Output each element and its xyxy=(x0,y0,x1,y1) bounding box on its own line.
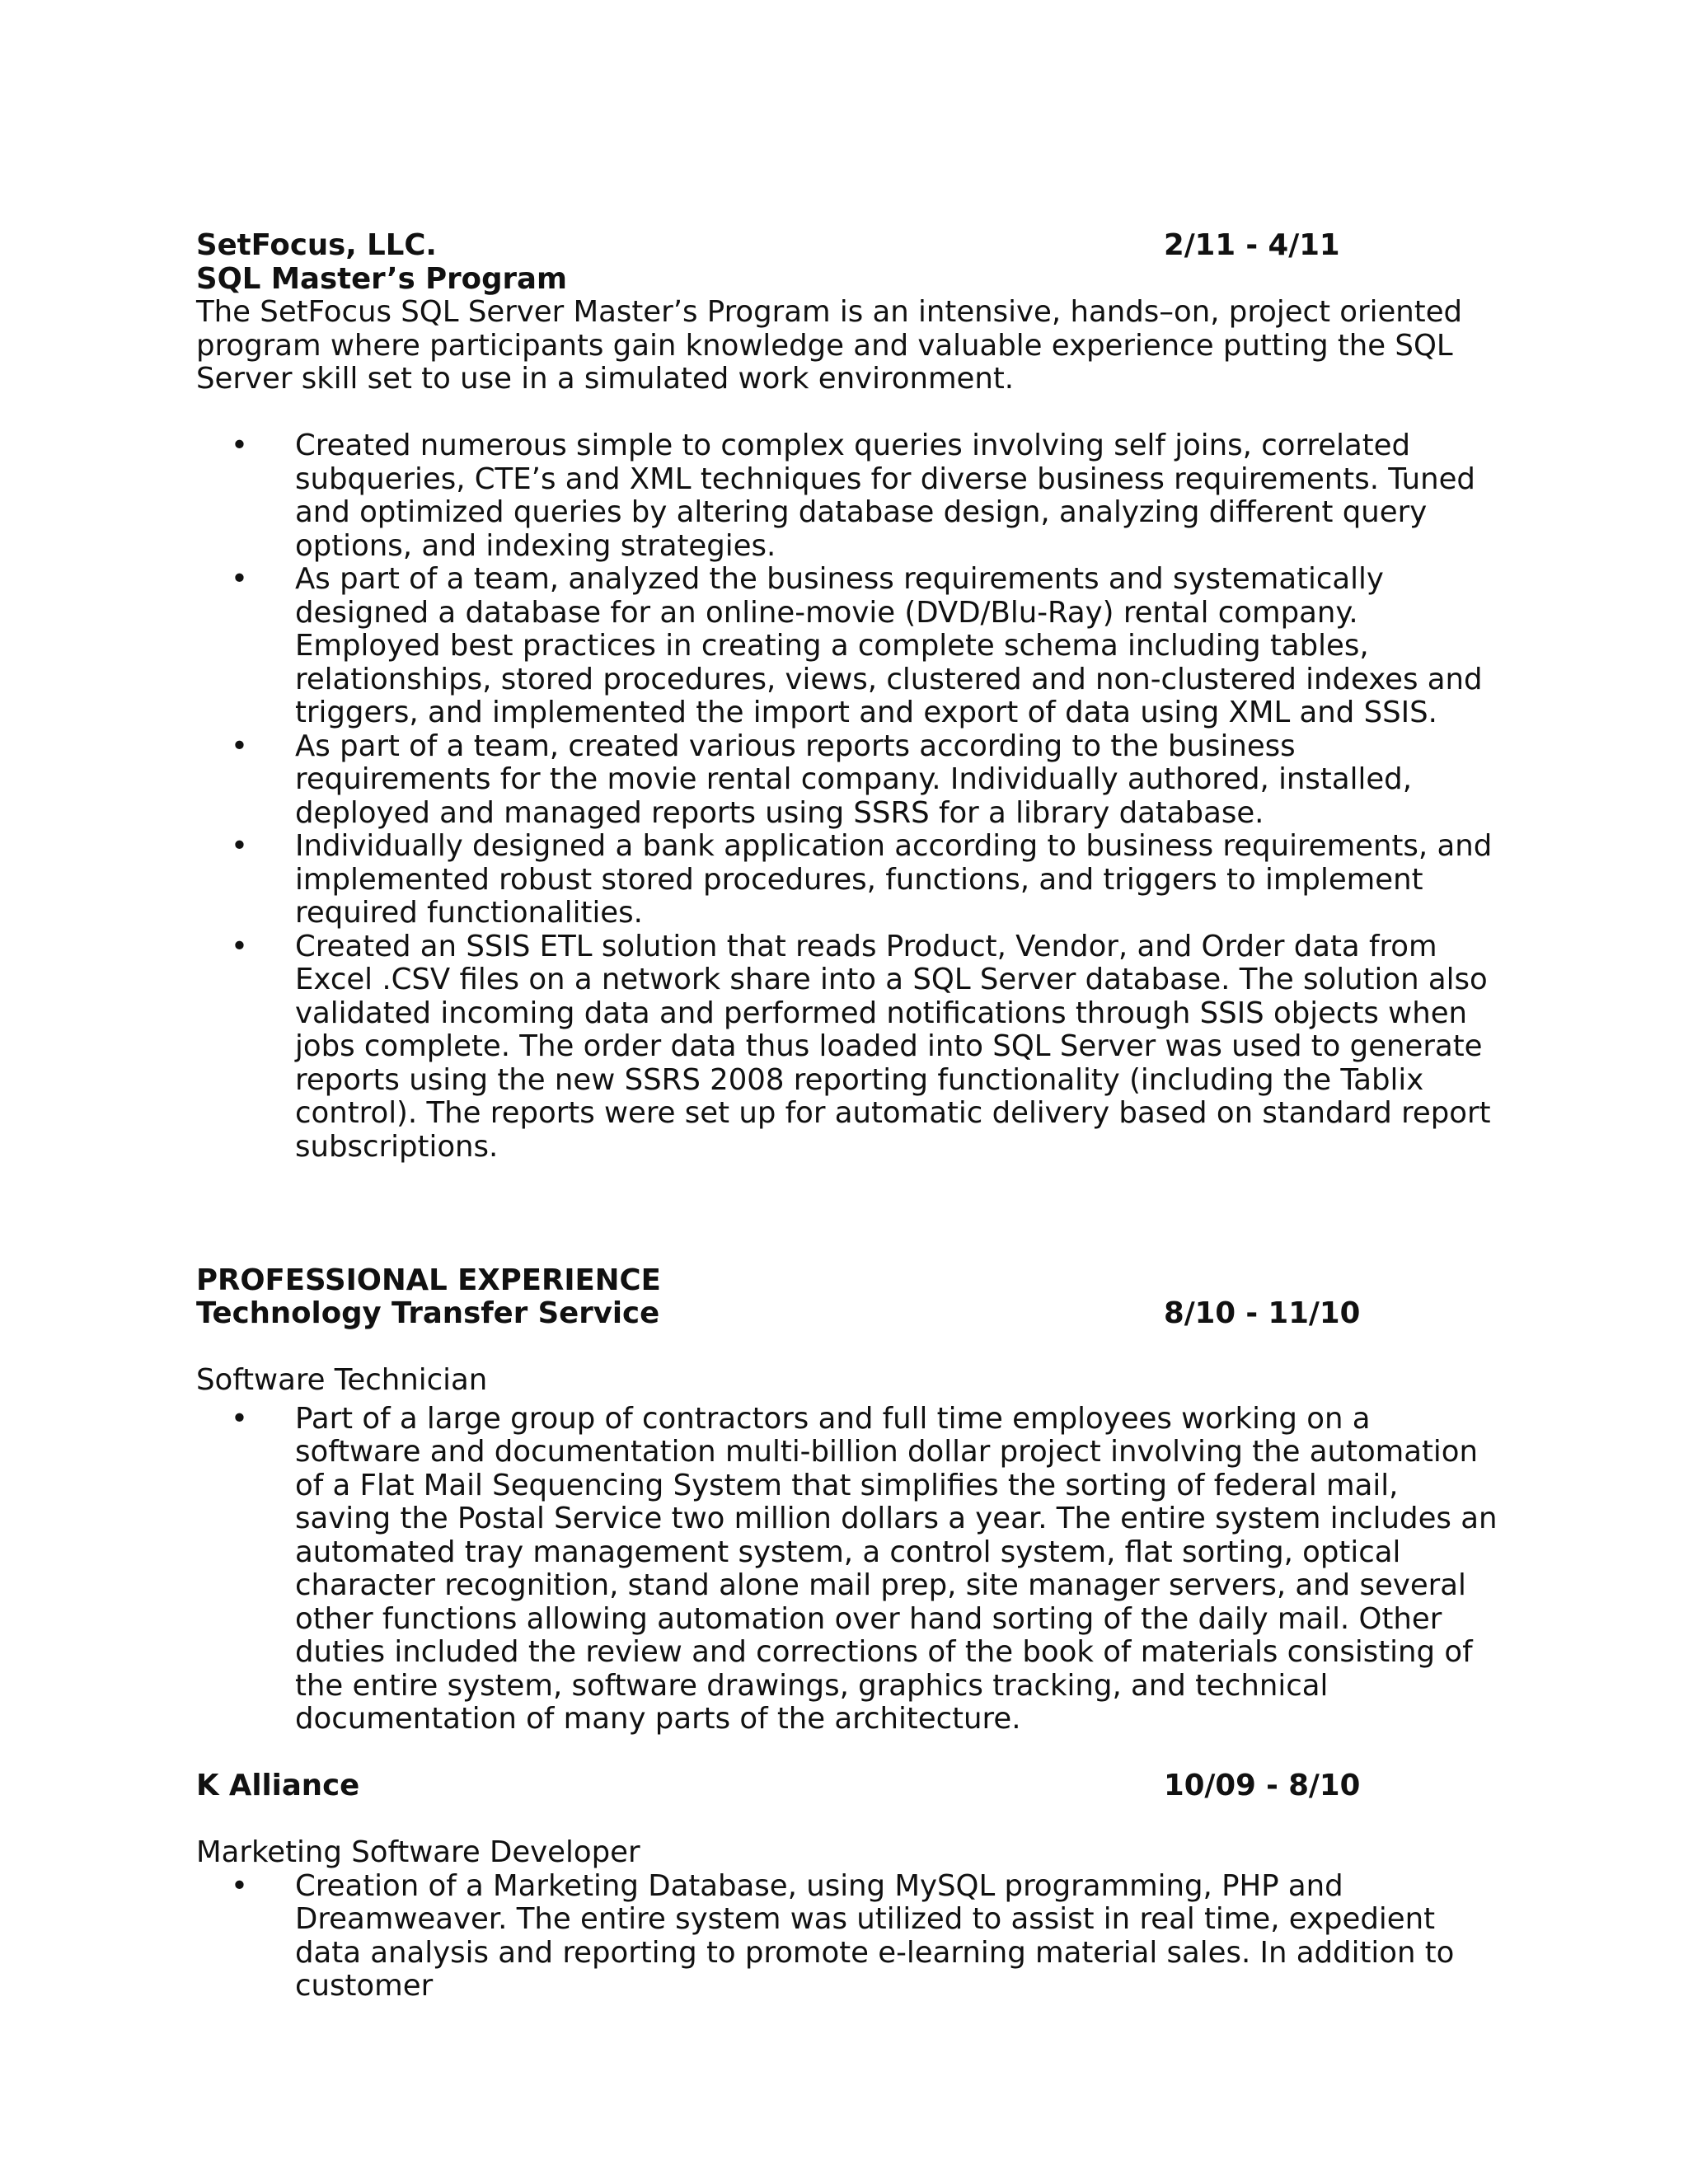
setfocus-bullet-list xyxy=(196,429,1498,1164)
bullet-icon: • xyxy=(231,829,248,863)
job-bullet-list xyxy=(196,1403,1498,1736)
list-item-text: Individually designed a bank application according to business requirements, and implemented robust stored procedures, functions, and triggers to implement required functionalities. xyxy=(295,829,1493,930)
list-item xyxy=(196,563,1498,730)
job-title: Software Technician xyxy=(196,1363,488,1397)
job-title: Marketing Software Developer xyxy=(196,1835,640,1869)
spacer xyxy=(196,1803,1498,1837)
list-item xyxy=(196,730,1498,831)
bullet-icon: • xyxy=(231,562,248,596)
bullet-icon: • xyxy=(231,929,248,963)
list-item-text: Created numerous simple to complex queries involving self joins, correlated subqueries, CTE’s and XML techniques for diverse business requirements. Tuned and optimized queries by altering database design, analyzing different query options, and indexing strategies. xyxy=(295,429,1475,563)
list-item-text: Part of a large group of contractors and full time employees working on a software and documentation multi-billion dollar project involving the automation of a Flat Mail Sequencing System that simplifies the sorting of federal mail, saving the Postal Service two million dollars a year. The entire system includes an automated tray management system, a control system, flat sorting, optical character recognition, stand alone mail prep, site manager servers, and several other functions allowing automation over hand sorting of the daily mail. Other duties included the review and corrections of the book of materials consisting of the entire system, software drawings, graphics tracking, and technical documentation of many parts of the architecture. xyxy=(295,1401,1498,1736)
job-header xyxy=(196,1769,1498,1803)
bullet-icon: • xyxy=(231,729,248,763)
date-range: 10/09 - 8/10 xyxy=(1164,1769,1361,1802)
date-range: 2/11 - 4/11 xyxy=(1164,228,1340,262)
spacer xyxy=(196,1331,1498,1365)
list-item-text: As part of a team, created various reports according to the business requirements for the movie rental company. Individually authored, installed, deployed and managed reports using SSRS for a library database. xyxy=(295,729,1412,830)
resume-page xyxy=(196,229,1498,2004)
company-name: K Alliance xyxy=(196,1769,360,1802)
spacer xyxy=(196,1164,1498,1264)
company-name: Technology Transfer Service xyxy=(196,1296,660,1330)
spacer xyxy=(196,396,1498,430)
job-header xyxy=(196,1297,1498,1331)
list-item xyxy=(196,930,1498,1165)
program-description: The SetFocus SQL Server Master’s Program is an intensive, hands–on, project oriented program where participants gain knowledge and valuable experience putting the SQL Server skill set to use in a simulated work environment. xyxy=(196,295,1463,396)
spacer xyxy=(196,1736,1498,1770)
list-item-text: Created an SSIS ETL solution that reads Product, Vendor, and Order data from Excel .CSV files on a network share into a SQL Server database. The solution also validated incoming data and performed notifications through SSIS objects when jobs complete. The order data thus loaded into SQL Server was used to generate reports using the new SSRS 2008 reporting functionality (including the Tablix control). The reports were set up for automatic delivery based on standard report subscriptions. xyxy=(295,929,1491,1164)
bullet-icon: • xyxy=(231,1401,248,1436)
list-item xyxy=(196,1870,1498,2004)
company-name: SetFocus, LLC. xyxy=(196,228,437,262)
bullet-icon: • xyxy=(231,1868,248,1903)
setfocus-header xyxy=(196,229,1498,263)
list-item xyxy=(196,1403,1498,1736)
program-name: SQL Master’s Program xyxy=(196,261,567,296)
bullet-icon: • xyxy=(231,429,248,462)
list-item xyxy=(196,830,1498,930)
date-range: 8/10 - 11/10 xyxy=(1164,1296,1361,1330)
job-bullet-list xyxy=(196,1870,1498,2004)
list-item-text: Creation of a Marketing Database, using MySQL programming, PHP and Dreamweaver. The entire system was utilized to assist in real time, expedient data analysis and reporting to promote e-learning material sales. In addition to customer xyxy=(295,1868,1455,2003)
list-item xyxy=(196,429,1498,563)
section-heading: PROFESSIONAL EXPERIENCE xyxy=(196,1263,661,1297)
list-item-text: As part of a team, analyzed the business requirements and systematically designed a database for an online-movie (DVD/Blu-Ray) rental company. Employed best practices in creating a complete schema including tables, relationships, stored procedures, views, clustered and non-clustered indexes and triggers, and implemented the import and export of data using XML and SSIS. xyxy=(295,562,1483,729)
